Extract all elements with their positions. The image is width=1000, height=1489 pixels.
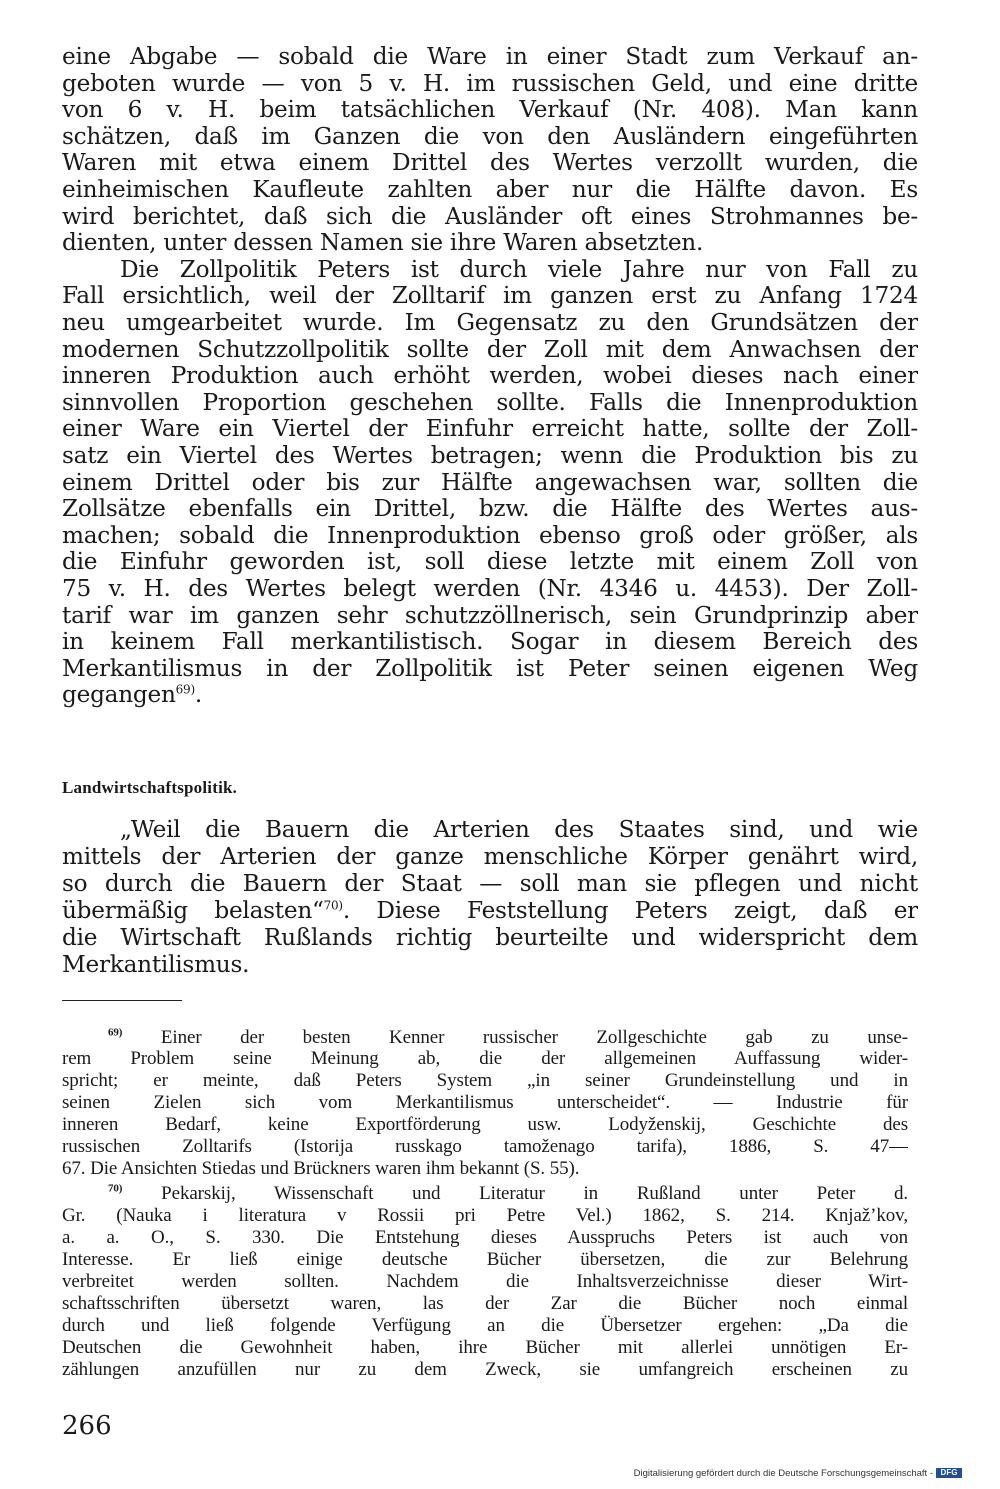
body-line: Merkantilismus. [62, 952, 250, 978]
footnote-line: zählungen anzufüllen nur zu dem Zweck, sie umfangreich erscheinen zu [62, 1359, 908, 1380]
body-text: . [194, 682, 202, 708]
body-text: gegangen [62, 682, 176, 708]
footnote-ref-69[interactable]: 69) [175, 682, 195, 697]
body-line: Merkantilismus in der Zollpolitik ist Peter seinen eigenen Weg [62, 656, 918, 682]
dfg-logo-icon: DFG [936, 1468, 962, 1478]
digitization-credit-text: Digitalisierung gefördert durch die Deutsche Forschungsgemeinschaft - [633, 1468, 933, 1479]
body-line: schätzen, daß im Ganzen die von den Ausländern eingeführten [62, 124, 918, 150]
body-line: satz ein Viertel des Wertes betragen; wenn die Produktion bis zu [62, 443, 918, 469]
body-line: einheimischen Kaufleute zahlten aber nur die Hälfte davon. Es [62, 177, 918, 203]
body-line: machen; sobald die Innenproduktion ebenso groß oder größer, als [62, 523, 918, 549]
body-line: mittels der Arterien der ganze menschliche Körper genährt wird, [62, 844, 918, 870]
body-line: neu umgearbeitet wurde. Im Gegensatz zu den Grundsätzen der [62, 310, 918, 336]
body-line: eine Abgabe — sobald die Ware in einer Stadt zum Verkauf an- [62, 44, 918, 70]
body-line: in keinem Fall merkantilistisch. Sogar in diesem Bereich des [62, 629, 918, 655]
body-line: wird berichtet, daß sich die Ausländer oft eines Strohmannes be- [62, 204, 918, 230]
body-line: sinnvollen Proportion geschehen sollte. Falls die Innenproduktion [62, 390, 918, 416]
body-line: inneren Produktion auch erhöht werden, wobei dieses nach einer [62, 363, 918, 389]
body-line: Zollsätze ebenfalls ein Drittel, bzw. die Hälfte des Wertes aus- [62, 496, 918, 522]
footnote-line: schaftsschriften übersetzt waren, las der Zar die Bücher noch einmal [62, 1293, 908, 1314]
footnote-marker: 70) [108, 1183, 123, 1195]
body-line [62, 682, 918, 708]
body-line: die Einfuhr geworden ist, soll diese letzte mit einem Zoll von [62, 549, 918, 575]
footnote-line: rem Problem seine Meinung ab, die der allgemeinen Auffassung wider- [62, 1048, 908, 1069]
footnote-line [108, 1027, 908, 1048]
body-line: dienten, unter dessen Namen sie ihre Waren absetzten. [62, 230, 704, 256]
footnote-line: verbreitet werden sollten. Nachdem die Inhaltsverzeichnisse dieser Wirt- [62, 1271, 908, 1292]
body-line: einer Ware ein Viertel der Einfuhr erreicht hatte, sollte der Zoll- [62, 416, 918, 442]
body-text: . Diese Feststellung Peters zeigt, daß er [342, 898, 918, 924]
body-line: so durch die Bauern der Staat — soll man sie pflegen und nicht [62, 871, 918, 897]
footnote-line: russischen Zolltarifs (Istorija russkago tamoženago tarifa), 1886, S. 47— [62, 1136, 908, 1157]
body-line: Fall ersichtlich, weil der Zolltarif im ganzen erst zu Anfang 1724 [62, 283, 918, 309]
body-line: von 6 v. H. beim tatsächlichen Verkauf (Nr. 408). Man kann [62, 97, 918, 123]
body-line: 75 v. H. des Wertes belegt werden (Nr. 4346 u. 4453). Der Zoll- [62, 576, 918, 602]
section-heading: Landwirtschaftspolitik. [62, 778, 238, 797]
body-line: Waren mit etwa einem Drittel des Wertes verzollt wurden, die [62, 150, 918, 176]
footnote-line: 67. Die Ansichten Stiedas und Brückners waren ihm bekannt (S. 55). [62, 1158, 580, 1179]
footnote-ref-70[interactable]: 70) [323, 898, 343, 913]
body-line: die Wirtschaft Rußlands richtig beurteilte und widerspricht dem [62, 925, 918, 951]
footnote-text: Pekarskij, Wissenschaft und Literatur in Rußland unter Peter d. [122, 1183, 908, 1204]
body-line: „Weil die Bauern die Arterien des Staates sind, und wie [120, 817, 918, 843]
digitization-credit [634, 1468, 962, 1480]
footnote-marker: 69) [108, 1027, 123, 1039]
body-line: Die Zollpolitik Peters ist durch viele Jahre nur von Fall zu [120, 257, 918, 283]
body-line: geboten wurde — von 5 v. H. im russischen Geld, und eine dritte [62, 71, 918, 97]
footnote-line: seinen Zielen sich vom Merkantilismus unterscheidet“. — Industrie für [62, 1092, 908, 1113]
footnote-line: Gr. (Nauka i literatura v Rossii pri Petre Vel.) 1862, S. 214. Knjaž’kov, [62, 1205, 908, 1226]
footnote-separator [62, 1000, 182, 1001]
body-text: übermäßig belasten“ [62, 898, 324, 924]
footnote-text: Einer der besten Kenner russischer Zollgeschichte gab zu unse- [122, 1027, 908, 1048]
footnote-line: a. a. O., S. 330. Die Entstehung dieses Ausspruchs Peters ist auch von [62, 1227, 908, 1248]
footnote-line: inneren Bedarf, keine Exportförderung usw. Lodyženskij, Geschichte des [62, 1114, 908, 1135]
footnote-line: durch und ließ folgende Verfügung an die Übersetzer ergehen: „Da die [62, 1315, 908, 1336]
body-line [62, 898, 918, 924]
footnote-line: spricht; er meinte, daß Peters System „in seiner Grundeinstellung und in [62, 1070, 908, 1091]
footnote-line: Deutschen die Gewohnheit haben, ihre Bücher mit allerlei unnötigen Er- [62, 1337, 908, 1358]
body-line: tarif war im ganzen sehr schutzzöllnerisch, sein Grundprinzip aber [62, 603, 918, 629]
body-line: einem Drittel oder bis zur Hälfte angewachsen war, sollten die [62, 470, 918, 496]
footnote-line [108, 1183, 908, 1204]
page-number: 266 [62, 1411, 112, 1441]
body-line: modernen Schutzzollpolitik sollte der Zoll mit dem Anwachsen der [62, 337, 918, 363]
footnote-line: Interesse. Er ließ einige deutsche Bücher übersetzen, die zur Belehrung [62, 1249, 908, 1270]
